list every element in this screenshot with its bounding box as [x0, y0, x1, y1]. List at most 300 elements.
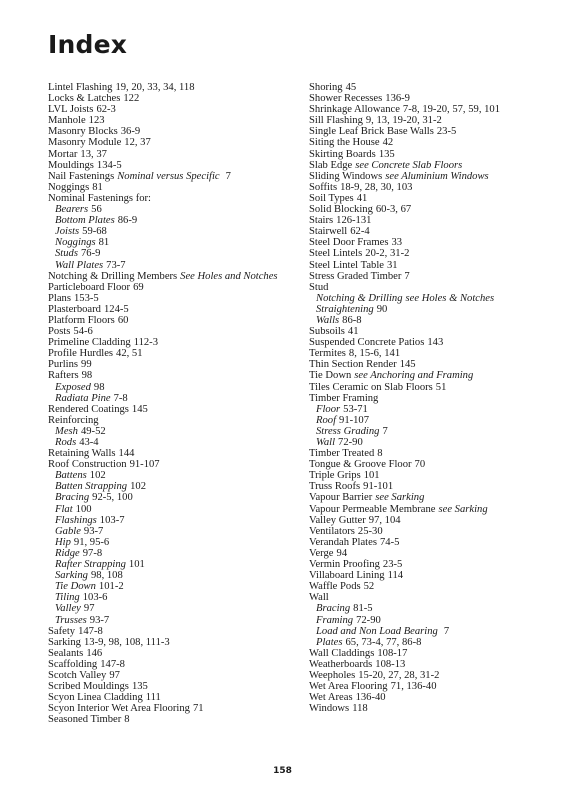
cross-reference: see Aluminium Windows — [385, 170, 489, 182]
index-term: Notching & Drilling — [316, 292, 403, 304]
index-term: Roof — [316, 414, 337, 426]
index-subentry — [48, 426, 298, 437]
index-entry — [309, 282, 559, 293]
index-term: Solid Blocking — [309, 204, 373, 216]
index-term: Sarking — [48, 636, 81, 648]
page-reference: 100 — [75, 503, 92, 515]
index-entry — [48, 182, 298, 193]
page-reference: 13-9, 98, 108, 111-3 — [83, 636, 170, 648]
index-subentry — [48, 382, 298, 393]
index-term: Tiles Ceramic on Slab Floors — [309, 381, 433, 393]
index-term: Stud — [309, 281, 329, 293]
index-term: Stress Graded Timber — [309, 270, 402, 282]
page-reference: 98 — [81, 370, 93, 382]
index-term: Vapour Barrier — [309, 492, 373, 504]
index-term: Sliding Windows — [309, 170, 383, 182]
page-reference: 53-71 — [343, 403, 368, 415]
page-reference: 72-90 — [338, 437, 363, 448]
index-entry — [309, 559, 559, 570]
index-entry — [309, 526, 559, 537]
index-term: Wall Plates — [55, 259, 104, 271]
index-entry — [309, 537, 559, 548]
index-entry — [309, 149, 559, 160]
index-entry — [309, 681, 559, 692]
index-entry — [48, 326, 298, 337]
page-reference: 31 — [386, 259, 398, 271]
cross-reference: See Holes and Notches — [180, 270, 278, 282]
index-term: Rendered Coatings — [48, 403, 129, 415]
index-entry — [309, 237, 559, 248]
page-reference: 136-40 — [355, 692, 386, 704]
page-reference: 49-52 — [80, 425, 106, 437]
index-subentry — [309, 426, 559, 437]
index-entry — [48, 160, 298, 171]
index-term: Reinforcing — [48, 414, 99, 426]
index-entry — [48, 104, 298, 115]
index-term: Shower Recesses — [309, 93, 383, 105]
index-entry — [309, 271, 559, 282]
index-entry — [48, 415, 298, 426]
page-reference: 54-6 — [73, 326, 93, 338]
page-reference: 98, 108 — [90, 570, 123, 582]
index-subentry — [48, 581, 298, 592]
index-term: Profile Hurdles — [48, 348, 114, 360]
index-term: Mouldings — [48, 159, 94, 171]
page-reference: 59-68 — [82, 226, 107, 238]
index-subentry — [309, 304, 559, 315]
index-entry — [309, 492, 559, 503]
index-term: Plasterboard — [48, 303, 101, 315]
page-reference: 143 — [427, 337, 444, 349]
index-entry — [48, 271, 298, 282]
index-term: Framing — [316, 614, 354, 626]
index-entry — [309, 382, 559, 393]
page-reference: 126-131 — [336, 215, 372, 227]
index-term: Stairs — [309, 215, 334, 227]
cross-reference: see Sarking — [438, 503, 488, 515]
page-reference: 45 — [345, 82, 357, 93]
index-entry — [309, 115, 559, 126]
page-reference: 134-5 — [96, 159, 122, 171]
index-entry — [309, 215, 559, 226]
index-term: Scyon Interior Wet Area Flooring — [48, 703, 190, 715]
index-entry — [48, 193, 298, 204]
index-term: Wet Areas — [309, 692, 353, 704]
index-term: Wet Area Flooring — [309, 681, 388, 693]
page-reference: 41 — [356, 192, 368, 204]
page-reference: 147-8 — [100, 658, 125, 670]
page-reference: 91, 95-6 — [73, 536, 110, 548]
index-term: Wall — [309, 592, 329, 604]
index-entry — [48, 171, 298, 182]
page-reference: 111 — [145, 692, 161, 704]
page-reference: 7 — [443, 625, 450, 637]
page-reference: 145 — [399, 359, 416, 371]
index-term: Steel Lintels — [309, 248, 363, 260]
index-subentry — [48, 526, 298, 537]
page-reference: 112-3 — [133, 337, 159, 349]
index-entry — [309, 260, 559, 271]
page-reference: 42 — [382, 137, 394, 149]
index-term: Platform Floors — [48, 314, 115, 326]
index-entry — [309, 359, 559, 370]
index-entry — [309, 204, 559, 215]
page-reference: 123 — [88, 115, 105, 127]
page-reference: 20-2, 31-2 — [365, 248, 410, 260]
page-reference: 25-30 — [357, 525, 383, 537]
page-reference: 102 — [89, 470, 106, 482]
index-entry — [309, 670, 559, 681]
index-subentry — [309, 415, 559, 426]
index-subentry — [48, 504, 298, 515]
page-reference: 101 — [128, 559, 145, 571]
index-term: Truss Roofs — [309, 481, 361, 493]
index-entry — [48, 626, 298, 637]
index-subentry — [48, 548, 298, 559]
page-reference: 23-5 — [436, 126, 457, 138]
index-entry — [309, 93, 559, 104]
index-term: Scaffolding — [48, 658, 98, 670]
index-entry — [309, 393, 559, 404]
page-reference: 114 — [387, 570, 404, 582]
index-subentry — [309, 626, 559, 637]
index-entry — [48, 149, 298, 160]
index-term: Noggings — [48, 181, 90, 193]
index-subentry — [48, 260, 298, 271]
index-term: Particleboard Floor — [48, 281, 131, 293]
index-term: Sarking — [55, 570, 88, 582]
page-reference: 93-7 — [89, 614, 110, 626]
index-entry — [309, 137, 559, 148]
page-reference: 97-8 — [82, 547, 103, 559]
index-term: Thin Section Render — [309, 359, 397, 371]
index-entry — [48, 448, 298, 459]
page-reference: 108-17 — [377, 647, 408, 659]
index-term: Purlins — [48, 359, 79, 371]
index-entry — [309, 337, 559, 348]
index-term: Safety — [48, 625, 76, 637]
index-term: Windows — [309, 703, 350, 715]
page-reference: 92-5, 100 — [92, 492, 133, 504]
index-term: Timber Treated — [309, 448, 375, 460]
page-reference: 91-101 — [363, 481, 394, 493]
index-entry — [309, 82, 559, 93]
index-term: Tongue & Groove Floor — [309, 459, 412, 471]
index-term: Notching & Drilling Members — [48, 270, 178, 282]
page-reference: 52 — [363, 581, 375, 593]
page-reference: 153-5 — [73, 292, 99, 304]
index-subentry — [48, 470, 298, 481]
page-reference: 101-2 — [98, 581, 124, 593]
index-entry — [309, 459, 559, 470]
index-subentry — [48, 592, 298, 603]
index-term: Soil Types — [309, 192, 354, 204]
index-term: Villaboard Lining — [309, 570, 385, 582]
page-reference: 99 — [81, 359, 92, 371]
index-column-left — [48, 82, 298, 725]
index-entry — [309, 703, 559, 714]
index-term: Retaining Walls — [48, 448, 116, 460]
index-term: Subsoils — [309, 326, 345, 338]
index-term: Shoring — [309, 82, 343, 93]
page-reference: 97, 104 — [368, 514, 401, 526]
index-entry — [309, 104, 559, 115]
index-term: Bearers — [55, 204, 89, 216]
index-term: Exposed — [55, 381, 91, 393]
page-reference: 86-8 — [342, 314, 362, 326]
page-reference: 33 — [391, 237, 403, 249]
page-reference: 8 — [124, 714, 130, 726]
index-subentry — [309, 437, 559, 448]
page-reference: 97 — [83, 603, 95, 615]
page-reference: 81 — [98, 237, 110, 249]
index-subentry — [48, 393, 298, 404]
page-reference: 124-5 — [103, 303, 129, 315]
index-term: Vapour Permeable Membrane — [309, 503, 436, 515]
index-term: Ventilators — [309, 525, 355, 537]
index-entry — [309, 248, 559, 259]
index-entry — [309, 692, 559, 703]
index-subentry — [48, 615, 298, 626]
index-term: Weepholes — [309, 669, 356, 681]
index-term: Seasoned Timber — [48, 714, 122, 726]
index-term: Valley Gutter — [309, 514, 366, 526]
page-reference: 51 — [435, 381, 447, 393]
index-term: Roof Construction — [48, 459, 127, 471]
page-reference: 43-4 — [79, 437, 99, 448]
index-entry — [309, 182, 559, 193]
cross-reference: see Anchoring and Framing — [354, 370, 474, 382]
index-entry — [48, 703, 298, 714]
index-subentry — [48, 204, 298, 215]
page-reference: 42, 51 — [116, 348, 143, 360]
index-entry — [48, 681, 298, 692]
index-term: Tie Down — [309, 370, 352, 382]
index-term: Trusses — [55, 614, 87, 626]
index-term: Steel Door Frames — [309, 237, 389, 249]
index-term: Load and Non Load Bearing — [316, 625, 438, 637]
index-subentry — [309, 404, 559, 415]
index-subentry — [48, 226, 298, 237]
page-reference: 15-20, 27, 28, 31-2 — [358, 669, 440, 681]
index-entry — [309, 226, 559, 237]
index-entry — [309, 648, 559, 659]
index-entry — [309, 326, 559, 337]
index-term: Lintel Flashing — [48, 82, 113, 93]
page-reference: 8, 15-6, 141 — [348, 348, 401, 360]
page-reference: 144 — [118, 448, 135, 460]
index-term: Sill Flashing — [309, 115, 363, 127]
index-entry — [48, 93, 298, 104]
index-term: Manhole — [48, 115, 86, 127]
index-subentry — [309, 315, 559, 326]
index-subentry — [48, 237, 298, 248]
page-reference: 81 — [92, 181, 103, 193]
index-term: Scotch Valley — [48, 669, 107, 681]
page-reference: 19, 20, 33, 34, 118 — [115, 82, 195, 93]
index-term: Suspended Concrete Patios — [309, 337, 425, 349]
index-entry — [309, 193, 559, 204]
index-entry — [309, 515, 559, 526]
page-title: Index — [48, 30, 128, 59]
index-term: Ridge — [55, 547, 80, 559]
page-reference: 71 — [192, 703, 204, 715]
page-reference: 145 — [131, 403, 148, 415]
index-term: Verge — [309, 547, 334, 559]
index-term: Masonry Module — [48, 137, 122, 149]
page-reference: 97 — [109, 669, 120, 681]
index-entry — [309, 659, 559, 670]
page-reference: 102 — [130, 481, 146, 493]
page-reference: 118 — [352, 703, 368, 715]
index-column-right — [309, 82, 559, 714]
page-reference: 103-6 — [82, 592, 108, 604]
page-reference: 7 — [404, 270, 410, 282]
index-term: Studs — [55, 248, 78, 260]
index-term: Triple Grips — [309, 470, 361, 482]
index-entry — [48, 370, 298, 381]
index-term: Wall — [316, 437, 336, 448]
index-term: Rafters — [48, 370, 79, 382]
index-entry — [48, 359, 298, 370]
index-entry — [309, 504, 559, 515]
page-reference: 94 — [336, 547, 348, 559]
page-reference: 81-5 — [353, 603, 373, 615]
cross-reference: see Holes & Notches — [405, 292, 495, 304]
page-reference: 60 — [117, 314, 129, 326]
index-term: Valley — [55, 603, 81, 615]
page-number: 158 — [273, 766, 292, 776]
index-term: Noggings — [55, 237, 96, 249]
page-reference: 135 — [378, 148, 395, 160]
index-term: Plans — [48, 292, 71, 304]
page-reference: 91-107 — [339, 414, 370, 426]
index-subentry — [48, 559, 298, 570]
index-entry — [309, 470, 559, 481]
index-entry — [48, 293, 298, 304]
index-entry — [309, 548, 559, 559]
index-term: Walls — [316, 314, 340, 326]
index-subentry — [309, 293, 559, 304]
page-reference: 8 — [377, 448, 383, 460]
index-term: Bottom Plates — [55, 215, 115, 227]
index-term: Rafter Strapping — [55, 559, 126, 571]
index-term: Weatherboards — [309, 658, 373, 670]
index-term: Termites — [309, 348, 346, 360]
page-reference: 23-5 — [382, 559, 403, 571]
index-entry — [48, 459, 298, 470]
index-subentry — [309, 603, 559, 614]
page-reference: 122 — [123, 93, 140, 105]
index-entry — [309, 581, 559, 592]
page-reference: 135 — [131, 681, 148, 693]
page-reference: 108-13 — [375, 658, 406, 670]
index-term: Stairwell — [309, 226, 348, 238]
page-reference: 136-9 — [385, 93, 410, 105]
index-subentry — [48, 515, 298, 526]
page-reference: 36-9 — [120, 126, 141, 138]
page-reference: 62-4 — [350, 226, 370, 238]
page-reference: 7-8 — [113, 392, 128, 404]
page-reference: 13, 37 — [80, 148, 107, 160]
index-subentry — [309, 615, 559, 626]
index-entry — [309, 348, 559, 359]
index-term: Tie Down — [55, 581, 96, 593]
index-entry — [48, 659, 298, 670]
index-entry — [48, 126, 298, 137]
index-term: Skirting Boards — [309, 148, 376, 160]
index-term: Soffits — [309, 181, 338, 193]
index-term: Single Leaf Brick Base Walls — [309, 126, 434, 138]
index-term: Mortar — [48, 148, 78, 160]
index-term: Verandah Plates — [309, 536, 377, 548]
page-reference: 18-9, 28, 30, 103 — [340, 181, 413, 193]
page-reference: 103-7 — [99, 514, 125, 526]
page-reference: 76-9 — [80, 248, 101, 260]
page-reference: 93-7 — [83, 525, 104, 537]
index-term: Nail Fastenings — [48, 170, 115, 182]
index-term: Posts — [48, 326, 71, 338]
index-term: Scyon Linea Cladding — [48, 692, 143, 704]
index-entry — [48, 648, 298, 659]
page-reference: 86-9 — [117, 215, 138, 227]
index-term: Rods — [55, 437, 77, 448]
index-term: Hip — [55, 536, 71, 548]
page-reference: 146 — [86, 647, 103, 659]
index-subentry — [48, 537, 298, 548]
index-term: Wall Claddings — [309, 647, 375, 659]
index-term: Flashings — [55, 514, 97, 526]
page-reference: 9, 13, 19-20, 31-2 — [365, 115, 442, 127]
page-reference: 91-107 — [129, 459, 160, 471]
index-subentry — [48, 481, 298, 492]
page-reference: 69 — [133, 281, 144, 293]
index-entry — [309, 570, 559, 581]
index-entry — [309, 126, 559, 137]
index-term: Plates — [316, 636, 343, 648]
page-reference: 90 — [376, 303, 388, 315]
index-entry — [309, 171, 559, 182]
index-entry — [48, 115, 298, 126]
index-entry — [48, 315, 298, 326]
index-entry — [48, 137, 298, 148]
index-entry — [48, 82, 298, 93]
cross-reference: Nominal versus Specific — [117, 170, 220, 182]
index-subentry — [48, 215, 298, 226]
index-subentry — [48, 492, 298, 503]
page-reference: 60-3, 67 — [375, 204, 412, 216]
index-subentry — [48, 248, 298, 259]
index-entry — [48, 670, 298, 681]
page-reference: 56 — [91, 204, 102, 216]
page-reference: 73-7 — [106, 259, 126, 271]
index-entry — [309, 481, 559, 492]
index-term: Battens — [55, 470, 87, 482]
index-term: Slab Edge — [309, 159, 353, 171]
index-term: Gable — [55, 525, 81, 537]
cross-reference: see Concrete Slab Floors — [355, 159, 463, 171]
index-entry — [48, 348, 298, 359]
index-term: Stress Grading — [316, 425, 380, 437]
index-term: LVL Joists — [48, 104, 94, 116]
index-term: Sealants — [48, 647, 84, 659]
index-term: Joists — [55, 226, 80, 238]
page-reference: 101 — [363, 470, 380, 482]
index-term: Tiling — [55, 592, 80, 604]
index-term: Mesh — [55, 425, 78, 437]
index-term: Bracing — [316, 603, 351, 615]
index-term: Floor — [316, 403, 341, 415]
